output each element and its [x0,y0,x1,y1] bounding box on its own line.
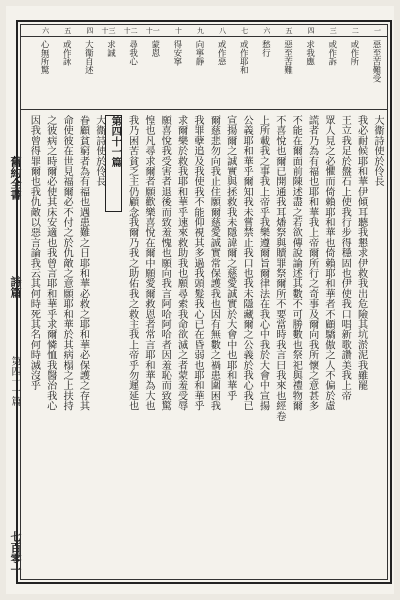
text-column: 因我曾得罪爾也我仇敵以惡言論我云其何時死其名何時滅沒乎 [28,115,40,391]
text-column: 不能在爾面前陳述盡之若欲傳說論述其數不可勝數也祭祀與禮物爾 [290,115,302,411]
note-number: 八 [219,27,227,35]
page-sheet [6,6,394,594]
text-column: 願喜悅我受害者退後而致羞愧也願向我言阿哈阿哈者因羞恥而致驚 [159,115,171,411]
notes-band [21,37,387,109]
text-column: 眷顧貧窮者為有福也遇患難之日耶和華必救之耶和華必保護之存其 [77,115,89,411]
chapter-heading: 第四十一篇 [105,115,122,212]
text-column: 命使彼在世見福爾必不付之於仇敵之意願耶和華於其病榻之上扶持 [61,115,73,411]
chapter-label: 第四十一篇 [9,356,20,406]
footnote: 或作耶和 [238,40,249,74]
book-title: 舊約全書 [9,156,22,200]
note-number: 九 [197,27,204,35]
text-column: 上所載我之事我上帝乎我樂遵爾旨爾律法在我心中我於大會中宣揚 [257,115,269,411]
footnote: 求誠 [105,40,116,57]
text-column: 宣揚爾之誠實與拯救我未隱諱爾之慈愛誠實於大會中也耶和華乎 [224,115,236,401]
footnote: 或作訴 [326,40,337,66]
divider [21,109,387,110]
text-column: 惶也凡尋求爾者願歡樂喜悅在爾中願愛爾救恩者常言耶和華為大也 [142,115,154,411]
footnote: 惡至苦難 [282,40,293,74]
text-column: 大衞詩使於伶長 [93,115,105,187]
text-column: 公義耶和華乎爾知我未嘗禁止我口也我未隱藏爾之公義於我心我已 [241,115,253,411]
note-number: 十 [174,27,182,35]
page-number: 七百零一 [9,531,22,575]
note-number: 十三 [101,27,116,35]
note-number-row [21,25,387,36]
footnote: 或作惡 [216,40,227,66]
footnote: 愁行 [260,40,271,57]
text-column: 之彼病之時爾必使其床安適也我曾言耶和華乎求爾憐恤我醫治我心 [44,115,56,411]
note-number: 六 [42,27,50,35]
note-number: 七 [241,27,249,35]
main-text [21,111,387,579]
footnote: 向寧靜 [194,40,204,66]
note-number: 十一 [145,27,160,35]
section-title: 詩篇 [9,276,22,298]
text-column: 王立我足於盤石上使我行步得穩固也伊使我口唱新歌讚美我上帝 [339,115,351,401]
footnote: 或作所 [348,40,359,66]
note-number: 一 [374,27,381,35]
text-column: 求爾樂於救我耶和華乎速來救助我也願尋索我命欲滅之者蒙羞受辱 [175,115,187,411]
text-column: 大衞詩使於伶長 [372,115,383,187]
note-number: 六 [263,27,271,35]
text-column: 我乃困苦貧乏主仍顧念我爾乃我之助佑我之救主我上帝乎勿遲延也 [126,115,138,411]
text-column: 我必耐候耶和華伊傾耳聽我懇求伊救我出危險其坑淤泥我雖罷 [355,115,367,391]
footnote: 求我應 [304,40,315,66]
footnote: 或作詠 [61,40,72,66]
page-frame-inner [20,24,388,580]
note-number: 三 [329,27,337,35]
footnote: 得安寧 [171,40,182,66]
note-number: 四 [86,27,94,35]
footnote: 惡至苦難受 [371,40,381,83]
text-column: 謊者乃為有福也耶和華我上帝爾所行之奇事及爾向我所懷之意甚多 [306,115,318,411]
note-number: 二 [351,27,359,35]
text-column: 我罪孽追及我使我不能仰視其多過我頭髮我心已在昏弱也耶和華乎 [192,115,203,411]
footnote: 心無所驚 [39,40,50,74]
footnote: 蒙恩 [149,40,160,57]
footnote: 大衞自述 [83,40,94,74]
footnote: 尋我心 [127,40,138,66]
text-column: 爾慈悲勿向我止住願爾慈愛誠實常保護我也因有無數之禍患圍困我 [208,115,220,411]
note-number: 五 [285,27,293,35]
page-frame [16,20,392,584]
text-column: 眾人見之必懼而倚賴耶和華也倚賴耶和華者不顧驕傲之人不偏於虛 [322,115,334,411]
note-number: 四 [307,27,315,35]
note-number: 五 [64,27,72,35]
note-number: 十二 [123,27,138,35]
text-column: 不喜悅也爾已開通我耳燔祭與贖罪祭爾所不要當時我言曰我來也經卷 [273,115,285,421]
